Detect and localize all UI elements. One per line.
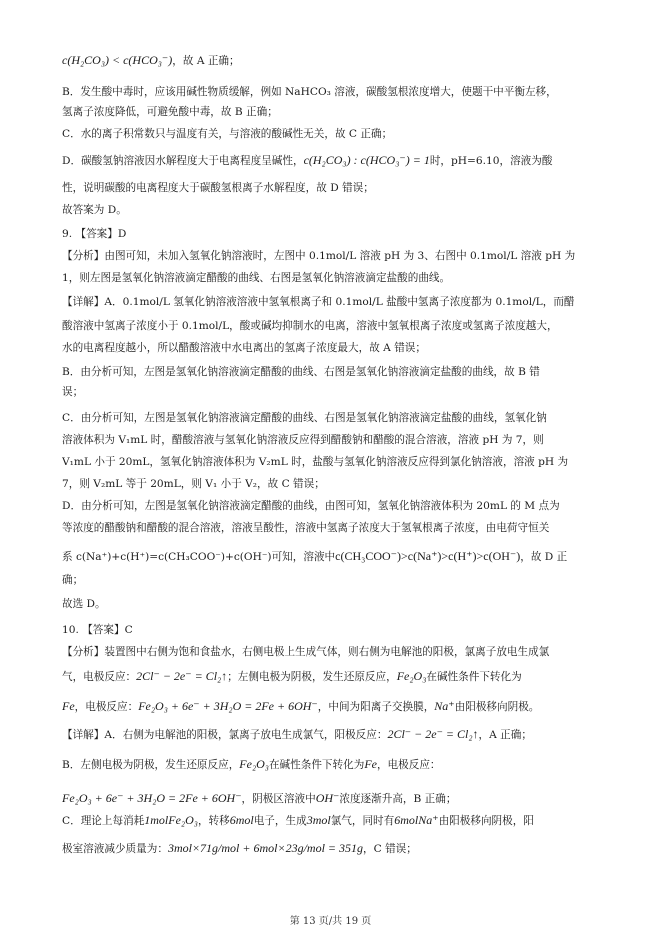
text-segment: 等浓度的醋酸钠和醋酸的混合溶液，溶液呈酸性，溶液中氢离子浓度大于氢氧根离子浓度，由电荷守恒关 [62, 522, 550, 534]
text-segment: 氯气，同时有 [330, 815, 395, 827]
text-line [62, 248, 602, 264]
text-line [62, 790, 602, 807]
text-line [62, 644, 602, 660]
text-segment: 溶液体积为 V₁mL 时，醋酸溶液与氢氧化钠溶液反应得到醋酸钠和醋酸的混合溶液，溶液 pH 为 7，则 [62, 434, 544, 446]
formula: c(H₂CO₃) : c(HCO₃⁻) = 1 [303, 153, 430, 167]
formula: Fe [364, 757, 377, 771]
text-segment: 确； [62, 574, 84, 586]
text-segment: ，转移 [197, 815, 230, 827]
formula: 6mol [229, 813, 254, 827]
formula: Fe₂O₃ + 6e⁻ + 3H₂O = 2Fe + 6OH⁻ [138, 699, 318, 713]
text-line [62, 294, 602, 310]
text-segment: 7，则 V₂mL 等于 20mL，则 V₁ 小于 V₂，故 C 错误； [62, 478, 325, 490]
text-segment: ，电极反应： [74, 701, 139, 713]
text-segment: 由阳极移向阴极。 [454, 701, 540, 713]
text-segment: V₁mL 小于 20mL，氢氧化钠溶液体积为 V₂mL 时，盐酸与氢氧化钠溶液反应得到氯化钠溶液，溶液 pH 为 [62, 456, 569, 468]
text-line [62, 476, 602, 492]
formula: 6molNa⁺ [394, 813, 439, 827]
text-segment: 在碱性条件下转化为 [268, 759, 365, 771]
formula: Fe [62, 699, 75, 713]
text-segment: C．理论上每消耗 [62, 815, 145, 827]
text-segment: 误； [62, 386, 84, 398]
text-line [62, 756, 602, 773]
text-line [62, 622, 602, 638]
text-line [62, 596, 602, 612]
text-segment: 【详解】A．0.1mol/L 氢氧化钠溶液溶液中氢氧根离子和 0.1mol/L 盐酸中氢离子浓度都为 0.1mol/L，而醋 [62, 296, 575, 308]
formula: 1molFe₂O₃ [144, 813, 198, 827]
text-line [62, 126, 602, 142]
text-segment: 1，则左图是氢氧化钠溶液滴定醋酸的曲线、右图是氢氧化钠溶液滴定盐酸的曲线。 [62, 272, 451, 284]
text-segment: 9. 【答案】D [62, 228, 127, 240]
text-segment: 10. 【答案】C [62, 624, 133, 636]
text-line [62, 180, 602, 196]
text-line [62, 812, 602, 829]
text-segment: C．由分析可知，左图是氢氧化钠溶液滴定醋酸的曲线、右图是氢氧化钠溶液滴定盐酸的曲线，氢氧化钠 [62, 412, 547, 424]
text-segment: B．左侧电极为阴极，发生还原反应， [62, 759, 240, 771]
text-line [62, 726, 602, 743]
text-line [62, 498, 602, 514]
text-line [62, 226, 602, 242]
text-segment: 系 c(Na⁺)+c(H⁺)=c(CH₃COO⁻)+c(OH⁻)可知，溶液中 [62, 551, 336, 563]
text-line [62, 364, 602, 380]
text-line [62, 668, 602, 685]
text-line [62, 454, 602, 470]
text-line [62, 104, 602, 120]
text-segment: C．水的离子积常数只与温度有关，与溶液的酸碱性无关，故 C 正确； [62, 128, 393, 140]
text-line [62, 432, 602, 448]
text-segment: B．由分析可知，左图是氢氧化钠溶液滴定醋酸的曲线、右图是氢氧化钠溶液滴定盐酸的曲线，故 B 错 [62, 366, 540, 378]
text-line [62, 548, 602, 565]
text-line [62, 340, 602, 356]
text-segment: ，故 D 正 [520, 551, 568, 563]
text-line [62, 840, 602, 857]
text-line [62, 202, 602, 218]
text-line [62, 520, 602, 536]
text-segment: ；左侧电极为阴极，发生还原反应， [227, 671, 397, 683]
text-segment: ，电极反应： [376, 759, 441, 771]
text-segment: D．碳酸氢钠溶液因水解程度大于电离程度呈碱性， [62, 155, 304, 167]
text-line [62, 698, 602, 715]
formula: 2Cl⁻ − 2e⁻ = Cl₂↑ [136, 669, 228, 683]
text-line [62, 270, 602, 286]
text-segment: 水的电离程度越小，所以醋酸溶液中水电离出的氢离子浓度最大，故 A 错误； [62, 342, 426, 354]
text-segment: 【详解】A．右侧为电解池的阳极，氯离子放电生成氯气，阳极反应： [62, 729, 388, 741]
page-footer: 第 13 页/共 19 页 [289, 916, 372, 927]
text-line [62, 384, 602, 400]
formula: Na⁺ [434, 699, 455, 713]
formula: 2Cl⁻ − 2e⁻ = Cl₂↑ [387, 727, 479, 741]
text-segment: 电子，生成 [253, 815, 307, 827]
text-segment: 在碱性条件下转化为 [426, 671, 522, 683]
text-segment: 酸溶液中氢离子浓度小于 0.1mol/L，酸或碱均抑制水的电离，溶液中氢氧根离子浓度或氢离子浓度越大， [62, 320, 558, 332]
text-line [62, 318, 602, 334]
text-segment: ，A 正确； [478, 729, 532, 741]
text-segment: 时，pH=6.10，溶液为酸 [429, 155, 553, 167]
text-segment: 气，电极反应： [62, 671, 137, 683]
text-line [62, 572, 602, 588]
formula: 3mol×71g/mol + 6mol×23g/mol = 351g [167, 841, 363, 855]
formula: c(CH₃COO⁻)>c(Na⁺)>c(H⁺)>c(OH⁻) [335, 549, 521, 563]
text-segment: ，阴极区溶液中 [241, 793, 316, 805]
text-line [62, 152, 602, 169]
formula: c(H₂CO₃) < c(HCO₃⁻) [62, 53, 173, 67]
formula: 3mol [306, 813, 331, 827]
text-segment: 极室溶液减少质量为： [62, 843, 168, 855]
text-line [62, 52, 602, 69]
text-line [62, 84, 602, 100]
formula: Fe₂O₃ [396, 669, 427, 683]
formula: Fe₂O₃ [239, 757, 269, 771]
text-segment: ，中间为阳离子交换膜， [317, 701, 435, 713]
text-segment: ，故 A 正确； [172, 55, 240, 67]
text-segment: D．由分析可知，左图是氢氧化钠溶液滴定醋酸的曲线，由图可知，氢氧化钠溶液体积为 20mL 的 M 点为 [62, 500, 560, 512]
text-line [62, 410, 602, 426]
text-segment: 故选 D。 [62, 598, 106, 610]
text-segment: 【分析】装置图中右侧为饱和食盐水，右侧电极上生成气体，则右侧为电解池的阳极，氯离子放电生成氯 [62, 646, 550, 658]
formula: Fe₂O₃ + 6e⁻ + 3H₂O = 2Fe + 6OH⁻ [62, 791, 242, 805]
text-segment: 【分析】由图可知，未加入氢氧化钠溶液时，左图中 0.1mol/L 溶液 pH 为 3、右图中 0.1mol/L 溶液 pH 为 [62, 250, 576, 262]
text-segment: ，C 错误； [363, 843, 417, 855]
text-segment: B．发生酸中毒时，应该用碱性物质缓解，例如 NaHCO₃ 溶液，碳酸氢根浓度增大，使题干中平衡左移， [62, 86, 557, 98]
text-segment: 氢离子浓度降低，可避免酸中毒，故 B 正确； [62, 106, 278, 118]
text-segment: 故答案为 D。 [62, 204, 127, 216]
text-segment: 浓度逐渐升高，B 正确； [339, 793, 457, 805]
text-segment: 由阳极移向阴极，阳 [438, 815, 534, 827]
text-segment: 性，说明碳酸的电离程度大于碳酸氢根离子水解程度，故 D 错误； [62, 182, 374, 194]
formula: OH⁻ [315, 791, 340, 805]
